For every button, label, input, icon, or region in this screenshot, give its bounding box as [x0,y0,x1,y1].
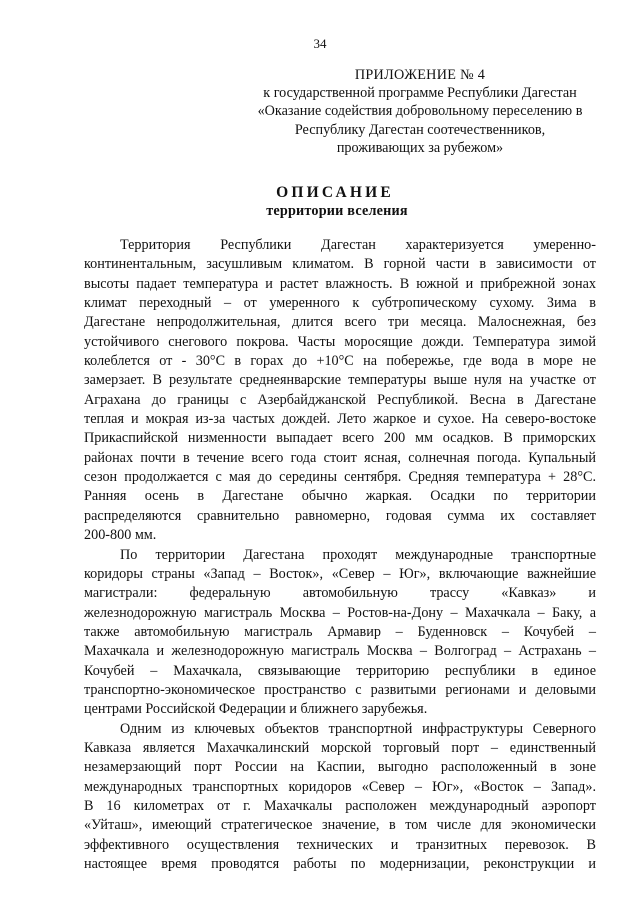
text-line: международных транспортных коридоров «Север – Юг», «Восток – Запад». [84,778,596,795]
text-line: Аграхана до границы с Азербайджанской Республикой. Весна в Дагестане [84,391,596,408]
text-line: настоящее время проводятся работы по модернизации, реконструкции и [84,856,596,872]
paragraph-transport-corridors [84,546,596,720]
text-line: устойчивого снегового покрова. Часты моросящие дожди. Температура зимой [84,333,596,350]
text-line: высоты падает температура и растет влажность. В южной и прибрежной зонах [84,275,596,292]
appendix-line: проживающих за рубежом» [336,139,504,156]
text-line: Кавказа является Махачкалинский морской торговый порт – единственный [84,739,596,756]
text-line: центрами Российской Федерации и ближнего зарубежья. [84,701,428,718]
text-line: районах почти в течение всего года стоит ясная, солнечная погода. Купальный [84,449,596,466]
text-line: Территория Республики Дагестан характеризуется умеренно- [120,237,596,253]
paragraph-port-airport [84,720,596,875]
appendix-title: ПРИЛОЖЕНИЕ № 4 [354,67,486,83]
appendix-line: «Оказание содействия добровольному переселению в [257,103,583,120]
text-line: Кочубей – Махачкала, связывающие территорию республики в единое [84,662,596,679]
text-line: 200-800 мм. [84,527,157,544]
text-line: магистрали: федеральную автомобильную трассу «Кавказ» и [84,585,596,602]
text-line: климат переходный – от умеренного к субтропическому сухому. Зима в [84,295,596,312]
text-line: эффективного осуществления технических и транзитных перевозок. В [84,836,596,853]
section-subheading: территории вселения [266,203,408,219]
text-line: коридоры страны «Запад – Восток», «Север – Юг», включающие важнейшие [84,565,596,582]
text-line: транспортно-экономическое пространство с развитыми регионами и деловыми [84,681,596,698]
paragraph-climate [84,236,596,546]
section-heading-block [0,183,640,220]
appendix-line: Республику Дагестан соотечественников, [294,121,546,138]
text-line: сезон продолжается с мая до середины сентября. Средняя температура + 28°C. [84,469,596,486]
text-line: Махачкала и железнодорожную магистраль Москва – Волгоград – Астрахань – [84,643,596,660]
text-line: Одним из ключевых объектов транспортной инфраструктуры Северного [120,720,596,737]
text-line: замерзает. В результате среднеянварские температуры выше нуля на участке от [84,372,596,389]
text-line: железнодорожную магистраль Москва – Ростов-на-Дону – Махачкала – Баку, а [84,604,596,621]
text-line: Ранняя осень в Дагестане обычно жаркая. Осадки по территории [84,488,596,505]
text-line: также автомобильную магистраль Армавир – Буденновск – Кочубей – [84,623,596,640]
text-line: континентальным, засушливым климатом. В горной части в зависимости от [84,256,596,273]
appendix-line: к государственной программе Республики Дагестан [263,85,577,102]
text-line: В 16 километрах от г. Махачкалы расположен международный аэропорт [84,797,596,814]
text-line: колеблется от - 30°C в горах до +10°C на побережье, где вода в море не [84,353,596,370]
page-number: 34 [313,36,327,51]
appendix-header [230,66,610,157]
text-line: «Уйташ», имеющий стратегическое значение, в том числе для экономически [84,817,596,834]
text-line: распределяются сравнительно равномерно, годовая сумма их составляет [84,507,596,524]
text-line: Прикаспийской низменности выпадает всего 200 мм осадков. В приморских [84,430,596,447]
text-line: По территории Дагестана проходят международные транспортные [120,546,596,563]
text-line: незамерзающий порт России на Каспии, выгодно расположенный в зоне [84,759,596,776]
text-line: теплая и мокрая из-за частых дождей. Лето жаркое и сухое. На северо-востоке [84,411,596,428]
text-line: Дагестане непродолжительная, длится всего три месяца. Малоснежная, без [84,314,596,331]
section-heading: ОПИСАНИЕ [276,184,394,201]
document-body [84,236,596,874]
